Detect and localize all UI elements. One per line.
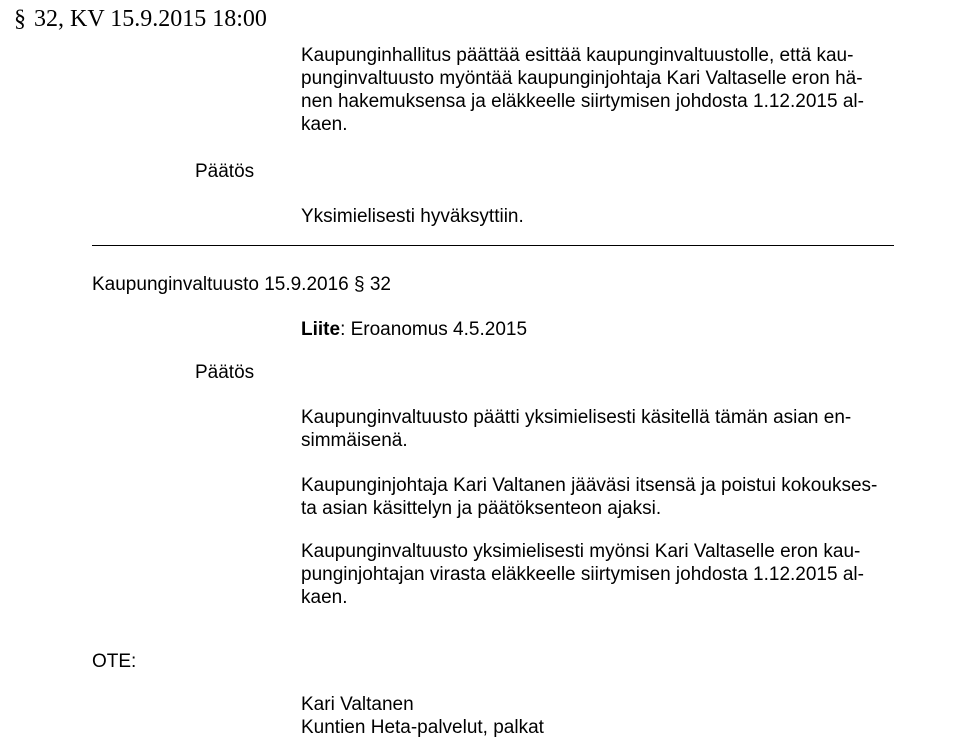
paragraph-line: ta asian käsittelyn ja päätöksenteon ajaksi.	[301, 498, 662, 519]
proposal-line: nen hakemuksensa ja eläkkeelle siirtymisen johdosta 1.12.2015 al-	[301, 91, 864, 112]
attachment-line	[301, 318, 527, 341]
paragraph-line: Kaupunginvaltuusto yksimielisesti myönsi Kari Valtaselle eron kau-	[301, 541, 861, 562]
section-sign: §	[14, 6, 26, 32]
section-divider	[92, 245, 894, 246]
proposal-line: Kaupunginhallitus päättää esittää kaupunginvaltuustolle, että kau-	[301, 45, 854, 66]
attachment-text: : Eroanomus 4.5.2015	[340, 319, 528, 340]
proposal-paragraph	[301, 44, 901, 136]
paragraph-line: kaen.	[301, 587, 348, 608]
decision-label: Päätös	[195, 161, 255, 182]
proposal-line: punginvaltuusto myöntää kaupunginjohtaja Kari Valtaselle eron hä-	[301, 68, 863, 89]
section-sign: §	[354, 274, 365, 295]
minutes-header	[0, 0, 960, 38]
paragraph-line: simmäisenä.	[301, 430, 408, 451]
ote-label: OTE:	[92, 651, 137, 672]
proposal-line: kaen.	[301, 114, 348, 135]
paragraph-line: punginjohtajan virasta eläkkeelle siirtymisen johdosta 1.12.2015 al-	[301, 564, 864, 585]
paragraph-line: Kaupunginvaltuusto päätti yksimielisesti käsitellä tämän asian en-	[301, 407, 852, 428]
recipient: Kuntien Heta-palvelut, palkat	[301, 717, 544, 738]
recipients-list	[301, 693, 701, 739]
decision-text: Yksimielisesti hyväksyttiin.	[301, 206, 524, 227]
decision-paragraph-2	[301, 474, 901, 520]
council-title-text: Kaupunginvaltuusto 15.9.2016	[92, 274, 349, 295]
decision-label: Päätös	[195, 362, 255, 383]
section-number: 32	[369, 274, 391, 295]
decision-paragraph-3	[301, 540, 901, 609]
attachment-label: Liite	[301, 319, 341, 340]
paragraph-line: Kaupunginjohtaja Kari Valtanen jääväsi itsensä ja poistui kokoukses-	[301, 475, 878, 496]
header-text: 32, KV 15.9.2015 18:00	[34, 6, 267, 32]
council-title	[92, 273, 391, 296]
recipient: Kari Valtanen	[301, 694, 414, 715]
decision-paragraph-1	[301, 406, 901, 452]
